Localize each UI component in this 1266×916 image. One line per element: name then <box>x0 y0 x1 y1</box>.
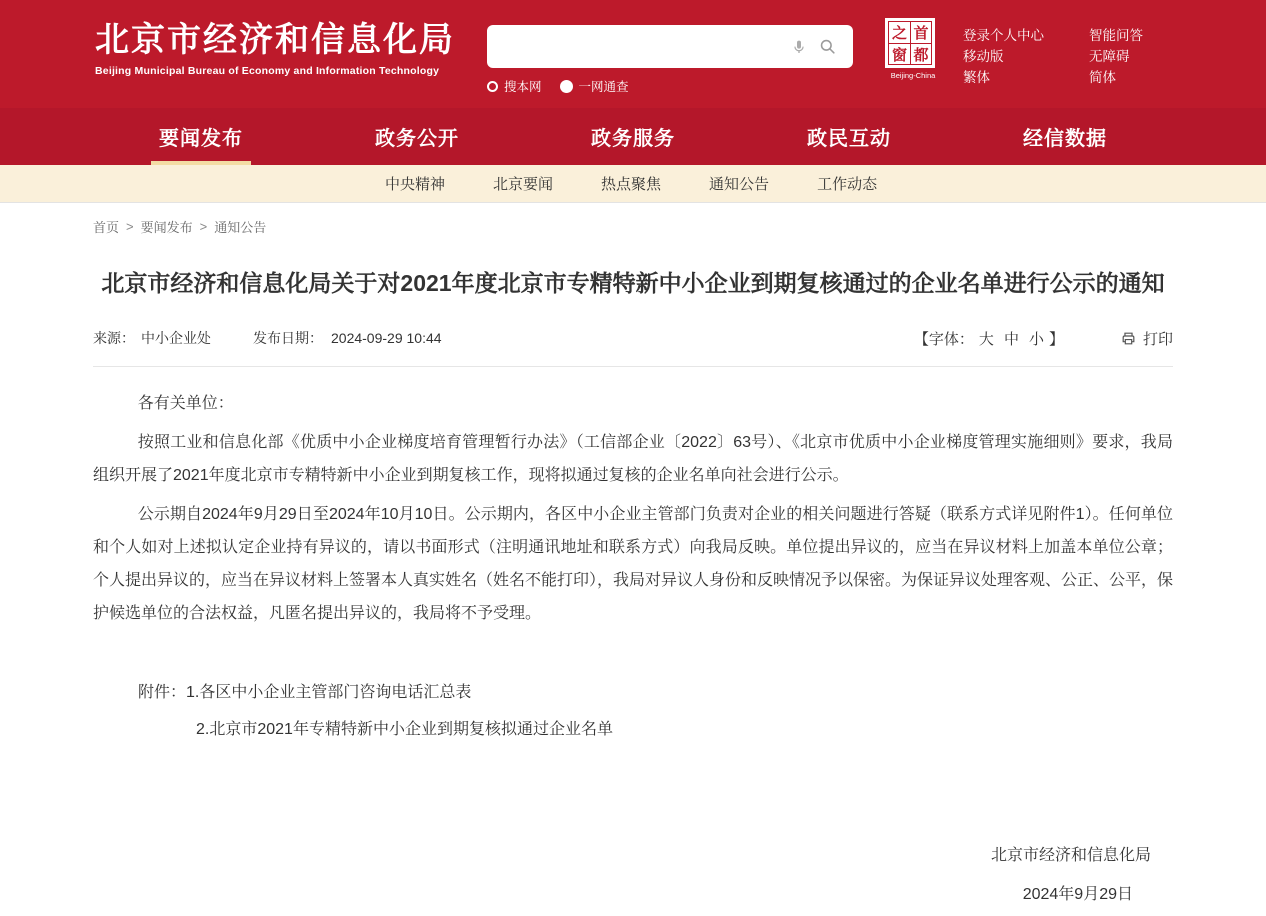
nav-item-label: 经信数据 <box>1023 128 1107 150</box>
printer-icon <box>1120 330 1137 347</box>
scope-site-label: 搜本网 <box>504 80 542 94</box>
font-size-large-button[interactable]: 大 <box>978 330 994 348</box>
search-scope-options <box>487 77 853 95</box>
search-icon[interactable] <box>813 33 841 61</box>
print-button[interactable] <box>1120 328 1173 349</box>
font-size-bracket-open: 【字体： <box>913 330 974 348</box>
search-area <box>487 0 853 95</box>
signature-block <box>93 844 1173 907</box>
paragraph-salutation: 各有关单位： <box>137 394 234 412</box>
attachments-section <box>93 676 1173 746</box>
site-title-english: Beijing Municipal Bureau of Economy and Information Technology <box>95 64 440 77</box>
nav-item-interaction[interactable] <box>741 108 957 165</box>
subnav-item-central-spirit[interactable]: 中央精神 <box>385 176 446 193</box>
print-label: 打印 <box>1142 330 1173 348</box>
nav-item-label: 政民互动 <box>807 128 891 150</box>
link-accessibility[interactable]: 无障碍 <box>1089 49 1130 64</box>
radio-selected-icon <box>560 80 573 93</box>
paragraph-basis: 按照工业和信息化部《优质中小企业梯度培育管理暂行办法》（工信部企业〔2022〕63号）、《北京市优质中小企业梯度管理实施细则》要求，我局组织开展了2021年度北京市专精特新中小企业到期复核工作，现将拟通过复核的企业名单向社会进行公示。 <box>93 433 1173 484</box>
active-nav-underline <box>151 161 251 165</box>
microphone-icon[interactable] <box>785 33 813 61</box>
signature-date: 2024年9月29日 <box>1022 885 1133 903</box>
article-meta <box>93 328 1173 349</box>
subnav-item-notices[interactable]: 通知公告 <box>709 176 770 193</box>
header-quick-links <box>963 0 1143 88</box>
scope-network-label: 一网通查 <box>578 80 629 94</box>
publish-date-value: 2024-09-29 10:44 <box>331 330 442 347</box>
seal-caption: Beijing-China <box>890 71 936 80</box>
breadcrumb-notices: 通知公告 <box>214 220 267 235</box>
search-input[interactable] <box>487 25 787 68</box>
article <box>93 266 1173 907</box>
capital-window-logo[interactable] <box>885 0 941 80</box>
breadcrumb <box>93 203 1173 236</box>
nav-item-data[interactable] <box>957 108 1173 165</box>
capital-window-seal <box>885 18 935 68</box>
subnav-item-work-updates[interactable]: 工作动态 <box>817 176 878 193</box>
nav-item-news[interactable] <box>93 108 309 165</box>
scope-option-network[interactable] <box>560 77 629 95</box>
site-brand <box>95 0 487 77</box>
subnav-item-beijing-news[interactable]: 北京要闻 <box>493 176 554 193</box>
font-size-control <box>914 328 1064 349</box>
attachments-label: 附件： <box>138 683 187 701</box>
seal-char: 之 <box>891 25 907 42</box>
subnav-item-hot-focus[interactable]: 热点聚焦 <box>601 176 662 193</box>
scope-option-site[interactable] <box>487 77 542 95</box>
meta-divider <box>93 366 1173 367</box>
nav-item-label: 政务服务 <box>591 128 675 150</box>
link-login-personal-center[interactable]: 登录个人中心 <box>963 28 1044 43</box>
seal-char: 都 <box>910 43 931 65</box>
breadcrumb-separator: > <box>126 219 134 234</box>
font-size-small-button[interactable]: 小 <box>1028 330 1044 348</box>
source-label: 来源： <box>93 330 135 347</box>
publish-date-label: 发布日期： <box>253 330 323 347</box>
main-nav <box>0 108 1266 165</box>
link-simplified-chinese[interactable]: 简体 <box>1089 70 1116 85</box>
breadcrumb-home[interactable]: 首页 <box>93 220 120 235</box>
breadcrumb-news[interactable]: 要闻发布 <box>140 220 193 235</box>
article-title: 北京市经济和信息化局关于对2021年度北京市专精特新中小企业到期复核通过的企业名单进行公示的通知 <box>101 270 1165 296</box>
radio-unselected-icon <box>487 81 498 92</box>
nav-item-gov-services[interactable] <box>525 108 741 165</box>
search-box <box>487 25 853 68</box>
site-title: 北京市经济和信息化局 <box>95 21 455 59</box>
seal-char: 窗 <box>889 43 910 65</box>
site-header <box>0 0 1266 108</box>
source-value: 中小企业处 <box>141 330 211 347</box>
nav-item-label: 要闻发布 <box>159 128 243 150</box>
font-size-bracket-close: 】 <box>1048 330 1064 348</box>
font-size-medium-button[interactable]: 中 <box>1003 330 1019 348</box>
breadcrumb-separator: > <box>199 219 208 234</box>
link-smart-qa[interactable]: 智能问答 <box>1089 28 1143 43</box>
seal-char: 首 <box>910 22 931 43</box>
article-body <box>93 387 1173 630</box>
nav-item-gov-openness[interactable] <box>309 108 525 165</box>
paragraph-publicity-period: 公示期自2024年9月29日至2024年10月10日。公示期内，各区中小企业主管部门负责对企业的相关问题进行答疑（联系方式详见附件1）。任何单位和个人如对上述拟认定企业持有异议的，请以书面形式（注明通讯地址和联系方式）向我局反映。单位提出异议的，应当在异议材料上加盖本单位公章；个人提出异议的，应当在异议材料上签署本人真实姓名（姓名不能打印），我局对异议人身份和反映情况予以保密。为保证异议处理客观、公正、公平，保护候选单位的合法权益，凡匿名提出异议的，我局将不予受理。 <box>93 505 1174 622</box>
link-traditional-chinese[interactable]: 繁体 <box>963 70 990 85</box>
attachment-link-2[interactable]: 2.北京市2021年专精特新中小企业到期复核拟通过企业名单 <box>196 720 613 738</box>
nav-item-label: 政务公开 <box>375 128 459 150</box>
signature-organization: 北京市经济和信息化局 <box>990 846 1151 864</box>
sub-nav <box>0 165 1266 203</box>
link-mobile-version[interactable]: 移动版 <box>963 49 1004 64</box>
attachment-link-1[interactable]: 1.各区中小企业主管部门咨询电话汇总表 <box>186 683 472 701</box>
